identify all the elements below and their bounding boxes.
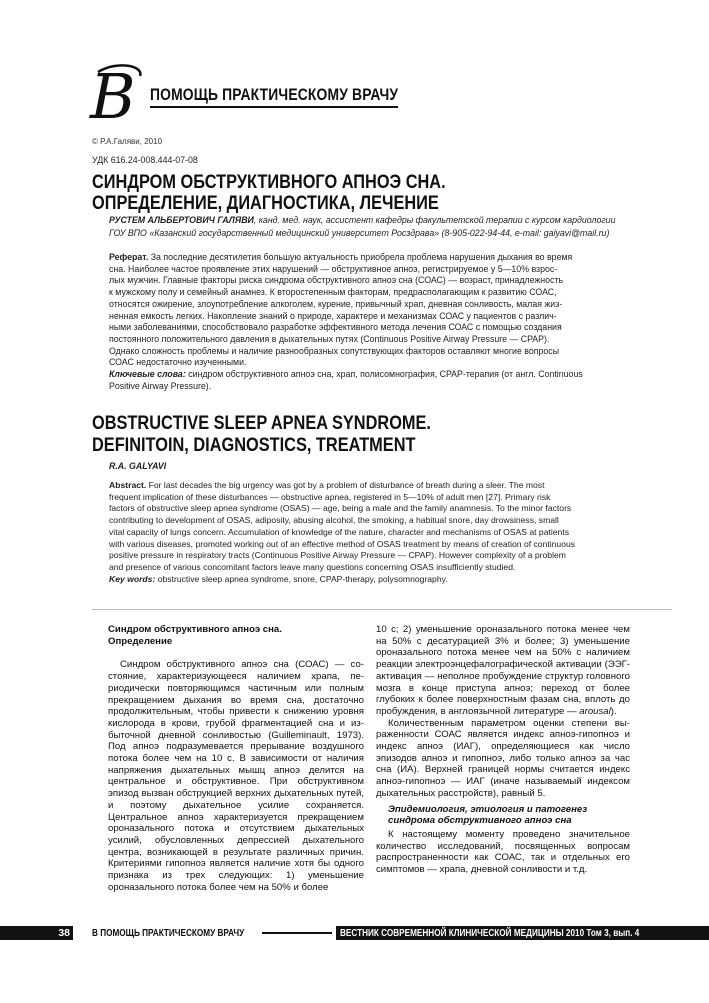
title-ru-line2: ОПРЕДЕЛЕНИЕ, ДИАГНОСТИКА, ЛЕЧЕНИЕ	[92, 193, 439, 214]
abstract-ru-line: За последние десятилетия большую актуальность приобрела проблема нарушения дыхания во время	[148, 252, 573, 262]
section-heading-line: синдрома обструктивного апноэ сна	[388, 815, 572, 827]
title-ru-line1: СИНДРОМ ОБСТРУКТИВНОГО АПНОЭ СНА.	[92, 172, 446, 193]
article-title-ru	[92, 172, 446, 214]
abstract-ru-line: лых мужчин. Главные факторы риска синдрома обструктивного апноэ сна (СОАС) — возраст, принадлежность	[109, 275, 564, 286]
author-name-ru: РУСТЕМ АЛЬБЕРТОВИЧ ГАЛЯВИ	[109, 215, 254, 225]
title-en-line1: OBSTRUCTIVE SLEEP APNEA SYNDROME.	[92, 413, 431, 434]
title-en-line2: DEFINITOIN, DIAGNOSTICS, TREATMENT	[92, 434, 416, 456]
journal-logo	[88, 62, 148, 130]
page-footer	[0, 926, 709, 940]
keywords-ru-cont: Positive Airway Pressure).	[109, 380, 212, 391]
abstract-ru-line: ными заболеваниями, способствовало разработке эффективного метода лечения СОАС с помощью создания	[109, 322, 562, 333]
body-column-right	[376, 624, 630, 876]
abstract-en	[109, 480, 669, 585]
body-column-left	[108, 624, 364, 893]
abstract-en-label: Abstract.	[109, 480, 147, 490]
abstract-ru-line: к мужскому полу и семейный анамнез. К второстепенным факторам, предрасполагающим к развитию СОАС,	[109, 287, 557, 298]
abstract-en-line: positive pressure in respiratory tracts (Continuous Positive Airway Pressure — CPAP). However complexity of a problem	[109, 550, 566, 561]
body-text: 10 с; 2) уменьшение ороназального потока менее чем на 50% с десатурацией 3% и более; 3) уменьшение ороназального потока менее чем на 50% с наличием реакции электроэнцефалографической активации (ЭЭГ-активация — неполное пробуждение структур головного мозга в конце приступа апноэ; переход от более глубоких к более поверхностным фазам сна, вплоть до пробуждения, в англоязычной литературе —	[376, 624, 630, 717]
rubric-title: ПОМОЩЬ ПРАКТИЧЕСКОМУ ВРАЧУ	[150, 86, 399, 104]
author-block-ru	[109, 214, 669, 240]
abstract-ru-line: СОАС недостаточно изученными.	[109, 357, 247, 368]
abstract-en-line: contributing to development of OSAS, adiposity, abusing alcohol, the smoking, a habitual snore, day drowsiness, small	[109, 515, 559, 526]
abstract-en-line: vital capacity of lungs concern. Accumulation of knowledge of the nature, character and mechanisms of OSAS at patients	[109, 526, 570, 537]
section-heading	[108, 624, 364, 647]
section-heading-line: Синдром обструктивного апноэ сна.	[108, 624, 282, 635]
section-heading-line: Эпидемиология, этиология и патогенез	[388, 803, 588, 815]
abstract-ru-line: ненная емкость легких. Накопление знаний о природе, характере и механизмах СОАС у пациентов с различ-	[109, 310, 557, 321]
body-italic-term: arousal	[579, 705, 611, 717]
rubric-underline	[150, 106, 398, 108]
abstract-en-line: For last decades the big urgency was got by a problem of disturbance of breath during a sleer. The most	[146, 480, 545, 490]
abstract-en-line: frequent implication of these disturbances — obstructive apnea, registered in 5—10% of adult men [27]. Primary risk	[109, 491, 551, 502]
section-heading	[376, 804, 630, 827]
keywords-ru-label: Ключевые слова:	[109, 369, 186, 380]
abstract-ru-label: Реферат.	[109, 252, 149, 262]
abstract-ru-line: Однако сложность проблемы и наличие разнообразных сопутствующих факторов оставляют многие вопросы	[109, 345, 560, 356]
footer-journal-title: ВЕСТНИК СОВРЕМЕННОЙ КЛИНИЧЕСКОЙ МЕДИЦИНЫ 2010 Том 3, вып. 4	[340, 927, 640, 939]
abstract-ru-line: относятся ожирение, злоупотребление алкоголем, курение, привычный храп, дневная сонливость, малая жиз-	[109, 298, 563, 309]
keywords-en: obstructive sleep apnea syndrome, snore, CPAP-therapy, polysomnography.	[155, 573, 448, 584]
logo-letter: В	[90, 62, 136, 130]
page-number: 38	[58, 927, 70, 939]
abstract-en-line: factors of obstructive sleep apnea syndrome (OSAS) — age, being a male and the family anamnesis. To the minor factors	[109, 503, 572, 514]
body-paragraph: Синдром обструктивного апноэ сна (СОАС) — состояние, характеризующееся наличием храпа, периодически повторяющимся частичным или полным прекращением дыхания во время сна, достаточно продолжительным, чтобы привести к снижению уровня кислорода в крови, грубой фрагментацией сна и избыточной дневной сонливостью (Guilleminault, 1973). Под апноэ подразумевается прерывание воздушного потока более чем на 10 с. В зависимости от наличия напряжения дыхательных мышц апноэ делится на центральное и обструктивное. При обструктивном эпизод вызван обструкцией верхних дыхательных путей, и поэтому дыхательное усилие сохраняется. Центральное апноэ характеризуется прекращением ороназального потока и отсутствием дыхательных усилий, обусловленных депрессией дыхательного центра, возникающей в результате различных причин. Критериями гипопноэ является наличие хотя бы одного признака из трех следующих: 1) уменьшение ороназального потока более чем на 50% и более	[108, 659, 364, 893]
body-paragraph: Количественным параметром оценки степени выраженности СОАС является индекс апноэ-гипопноэ и индекс апноэ (ИАГ), определяющиеся как число эпизодов апноэ и гипопноэ, либо только апноэ за час сна (ИА). Верхней границей нормы считается индекс апноэ-гипопноэ — ИАГ (иначе называемый индексом дыхательных расстройств), равный 5.	[376, 717, 630, 799]
author-affiliation-ru: ГОУ ВПО «Казанский государственный медицинский университет Росздрава» (8-905-022-94-44, e-mail: galyavi@mail.ru)	[109, 228, 610, 238]
article-title-en	[92, 413, 431, 456]
udk-code: УДК 616.24-008.444-07-08	[92, 155, 198, 165]
body-paragraph: К настоящему моменту проведено значительное количество исследований, посвященных вопросам распространенности как СОАС, так и отдельных его симптомов — храпа, дневной сонливости и т.д.	[376, 828, 630, 876]
copyright: © Р.А.Галяви, 2010	[92, 137, 163, 146]
footer-line	[262, 932, 332, 934]
abstract-ru	[109, 252, 666, 392]
body-paragraph	[376, 624, 630, 718]
keywords-ru: синдром обструктивного апноэ сна, храп, полисомнография, CPAP-терапия (от англ. Continuous	[185, 369, 583, 380]
author-position-ru: , канд. мед. наук, ассистент кафедры факультетской терапии с курсом кардиологии	[253, 215, 616, 225]
abstract-en-line: and presence of various concomitant factors leave many questions concerning OSAS insufficiently studied.	[109, 561, 516, 572]
body-text: ).	[610, 705, 617, 717]
author-name-en: R.A. GALYAVI	[109, 461, 167, 471]
abstract-ru-line: постоянного положительного давления в дыхательных путях (Continuous Positive Airway Pressure — CPAP).	[109, 333, 550, 344]
footer-rubric: В ПОМОЩЬ ПРАКТИЧЕСКОМУ ВРАЧУ	[92, 927, 245, 939]
abstract-en-line: with various diseases, promoted working out of an effective method of OSAS treatment by means of creation of continuous	[109, 538, 576, 549]
keywords-en-label: Key words:	[109, 573, 156, 584]
divider	[92, 609, 672, 610]
abstract-ru-line: сна. Наиболее частое проявление этих нарушений — обструктивное апноэ, регистрируемое у 5—10% взрос-	[109, 263, 558, 274]
section-heading-line: Определение	[108, 635, 173, 647]
